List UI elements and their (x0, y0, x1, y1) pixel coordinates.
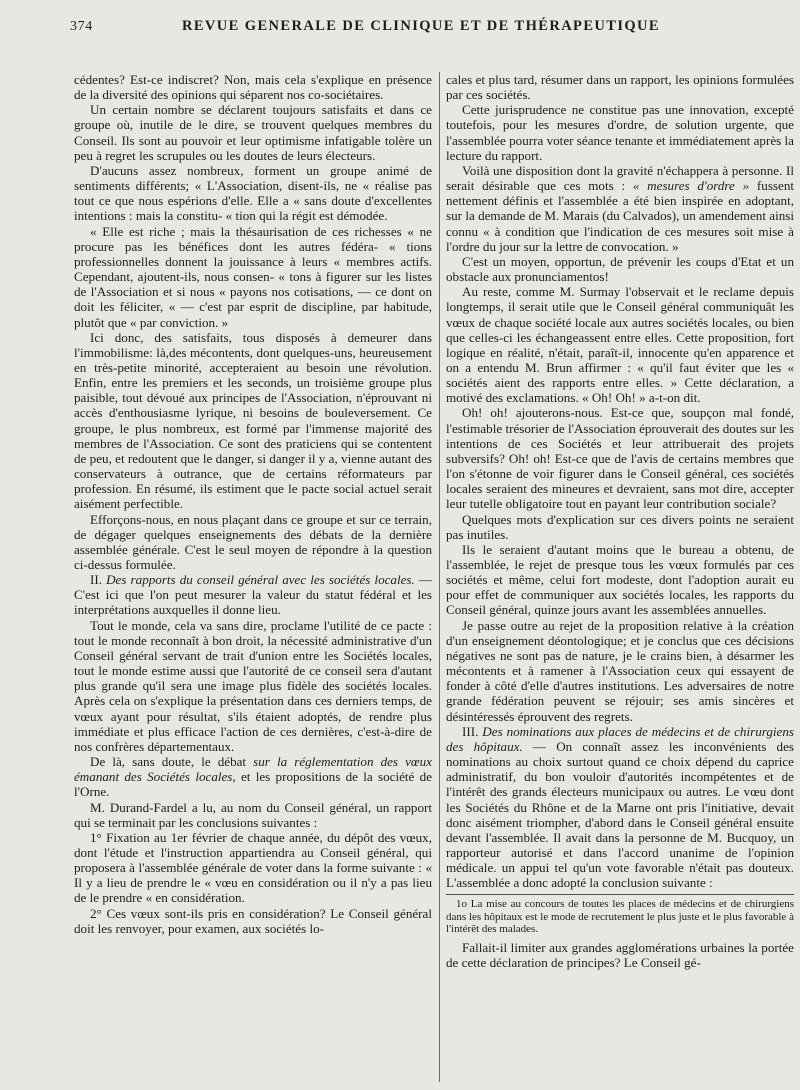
paragraph: Ici donc, des satisfaits, tous disposés à demeurer dans l'immobilisme: là,des mécontents, dont quelques-uns, heureusement en très-petite minorité, accepteraient au besoin une révolution. Enfin, entre les premiers et les seconds, un troisième groupe plus paisible, tout dévoué aux principes de l'Association, n'éprouvant ni accès d'enthousiasme lyrique, ni besoins de bouleversement. Ce groupe, le plus nombreux, est formé par l'immense majorité des membres de l'Association. Ce sont des praticiens qui se contentent de peu, et redoutent que le danger, si danger il y a, vienne autant des conservateurs à outrance, que de certains réformateurs par profession. En résumé, ils estiment que le pacte social actuel serait aisément perfectible. (74, 329, 432, 512)
paragraph: Je passe outre au rejet de la proposition relative à la création d'un enseignement déontologique; et je conclus que ces décisions négatives ne sont pas de nature, je le crains bien, à désarmer les mécontents et à ramener à l'Association ceux qui essayent de fonder à côté d'elle d'autres institutions. Les adversaires de notre grande fédération peuvent se réjouir; ses amis sincères et désintéressés éprouvent des regrets. (446, 617, 794, 724)
paragraph: Fallait-il limiter aux grandes agglomérations urbaines la portée de cette déclaration de principes? Le Conseil gé- (446, 939, 794, 971)
paragraph: Efforçons-nous, en nous plaçant dans ce groupe et sur ce terrain, de dégager quelques enseignements des débats de la dernière assemblée générale. C'est le seul moyen de répondre à la question ci-dessus formulée. (74, 511, 432, 572)
paragraph: Quelques mots d'explication sur ces divers points ne seraient pas inutiles. (446, 511, 794, 542)
paragraph-text: De là, sans doute, le débat (90, 754, 247, 770)
right-column (446, 72, 794, 1078)
paragraph: M. Durand-Fardel a lu, au nom du Conseil général, un rapport qui se terminait par les conclusions suivantes : (74, 799, 432, 830)
paragraph: Cette jurisprudence ne constitue pas une innovation, excepté toutefois, pour les mesures d'ordre, de solution urgente, que l'assemblée pourra voter séance tenante et immédiatement après la lecture du rapport. (446, 102, 794, 163)
quoted-paragraph: « Elle est riche ; mais la thésaurisation de ces richesses « ne procure pas les bénéfices dont les autres fédéra- « tions professionnelles donnent la jouissance à leurs « membres actifs. Cependant, ajoutent-ils, nous consen- « tons à figurer sur les listes de l'Association et si nous « payons nos cotisations, — ce dont on doit les féliciter, « — c'est par esprit de discipline, par habitude, plutôt que « par conviction. » (74, 223, 432, 330)
paragraph: Oh! oh! ajouterons-nous. Est-ce que, soupçon mal fondé, l'estimable trésorier de l'Association éprouverait des doutes sur les intentions de ces Sociétés et leur attribuerait des projets subversifs? Oh! oh! Est-ce que de l'avis de certains membres que l'on s'étonne de voir figurer dans le Conseil général, ces sociétés locales seraient des mineures et devraient, sans mot dire, accepter leur tutelle obligatoire tout en payant leur contribution sociale? (446, 405, 794, 512)
paragraph: Au reste, comme M. Surmay l'observait et le reclame depuis longtemps, il serait utile que le Conseil général communiquât les vœux de chaque société locale aux autres sociétés locales, ou bien que celles-ci les échangeassent entre elles. Cette proposition, fort logique en réalité, n'était, paraît-il, innocente qu'en apparence et on a entendu M. Brun affirmer : « qu'il faut éviter que les « sociétés aient des rapports entre elles. » Cette déclaration, a motivé des exclamations. « Oh! Oh! » a-t-on dit. (446, 284, 794, 406)
italic-phrase: « mesures d'ordre » (632, 178, 750, 194)
footnote: 1o La mise au concours de toutes les places de médecins et de chirurgiens dans les hôpitaux est le mode de recrutement le plus juste et le plus favorable à l'intérêt des malades. (446, 894, 794, 936)
continued-paragraph: cales et plus tard, résumer dans un rapport, les opinions formulées par ces sociétés. (446, 72, 794, 103)
paragraph: C'est un moyen, opportun, de prévenir les coups d'Etat et un obstacle aux pronunciamentos! (446, 253, 794, 285)
section-number: III. (462, 723, 483, 739)
paragraph-text: Voilà une disposition dont la gravité n'échappera à personne. Il serait désirable que ces mots : (446, 162, 794, 194)
paragraph (74, 754, 432, 799)
left-column (74, 72, 432, 1078)
paragraph-text: — On connaît assez les inconvénients des nominations au choix surtout quand ce choix dépend du caprice administratif, du bon vouloir d'autorités incompétentes et de l'intérêt des grands électeurs municipaux ou autres. Le vœu dont les Sociétés du Rhône et de la Marne ont pris l'initiative, devait donc aisément triompher, d'abord dans le Conseil général ensuite devant l'assemblée. Il avait dans la personne de M. Bucquoy, un rapporteur autorisé et dans l'accord unanime de l'opinion médicale. un appui tel qu'un vote favorable n'était pas douteux. L'assemblée a donc adopté la conclusion suivante : (446, 738, 794, 891)
paragraph (446, 163, 794, 254)
column-divider (439, 72, 440, 1082)
section-title: Des nominations aux places de médecins et de chirurgiens des hôpitaux. (446, 723, 794, 754)
italic-phrase: sur la réglementation des vœux émanant des Sociétés locales, (74, 754, 432, 785)
continued-paragraph: cédentes? Est-ce indiscret? Non, mais cela s'explique en présence de la diversité des opinions qui séparent nos co-sociétaires. (74, 72, 432, 103)
paragraph: Un certain nombre se déclarent toujours satisfaits et dans ce groupe où, inutile de le dire, se trouvent quelques membres du Conseil. Ils sont au pouvoir et leur optimisme infatigable tolère un peu à regret les scrupules ou les doutes de leurs électeurs. (74, 102, 432, 163)
running-header (70, 18, 772, 44)
paragraph: Ils le seraient d'autant moins que le bureau a obtenu, de l'assemblée, le rejet de presque tous les vœux formulés par ces sociétés et même, celui fort modeste, dont l'adoption aurait eu pour effet de communiquer aux sociétés locales, les rapports du Conseil général, quinze jours avant les assemblées annuelles. (446, 541, 794, 618)
running-title: REVUE GENERALE DE CLINIQUE ET DE THÉRAPEUTIQUE (181, 18, 660, 34)
paragraph: 2° Ces vœux sont-ils pris en considération? Le Conseil général doit les renvoyer, pour examen, aux sociétés lo- (74, 905, 432, 936)
paragraph-text: et les propositions de la société de l'Orne. (74, 769, 432, 800)
paragraph: 1° Fixation au 1er février de chaque année, du dépôt des vœux, dont l'étude et l'instruction appartiendra au Conseil général, qui proposera à l'assemblée générale de voter dans la forme suivante : « Il y a lieu de prendre le « vœu en considération ou il n'y a pas lieu de le prendre « en considération. (74, 829, 432, 906)
paragraph: D'aucuns assez nombreux, forment un groupe animé de sentiments différents; « L'Association, disent-ils, ne « réalise pas tout ce que nous espérions d'elle. Elle a « sans doute d'excellentes intentions : mais la constitu- « tion qui la régit est démodée. (74, 162, 432, 224)
section-number: II. (90, 572, 107, 588)
section-heading-paragraph (74, 572, 432, 617)
section-heading-paragraph (446, 724, 794, 891)
paragraph-text: fussent nettement définis et l'assemblée a été bien inspirée en adoptant, sur la demande de M. Marais (du Calvados), un amendement ainsi connu « à condition que l'indication de ces mesures soit mise à l'ordre du jour sur la lettre de convocation. » (446, 178, 794, 254)
section-title: Des rapports du conseil général avec les sociétés locales. (106, 572, 415, 588)
page-number: 374 (70, 19, 93, 34)
paragraph-text: — C'est ici que l'on peut mesurer la valeur du statut fédéral et les interprétations auxquelles il donne lieu. (74, 572, 432, 618)
paragraph: Tout le monde, cela va sans dire, proclame l'utilité de ce pacte : tout le monde reconnaît à bon droit, la nécessité administrative d'un Conseil général servant de trait d'union entre les Sociétés locales, tout le monde estime aussi que l'autorité de ce conseil sera d'autant plus grande qu'il sera une image plus fidèle des sociétés locales. Après cela on s'explique la présentation dans ces derniers temps, de vœux ayant pour résultat, s'ils étaient adoptés, de rendre plus immédiate et plus efficace l'action de ces dernières, c'est-à-dire de nos confrères départementaux. (74, 617, 432, 754)
